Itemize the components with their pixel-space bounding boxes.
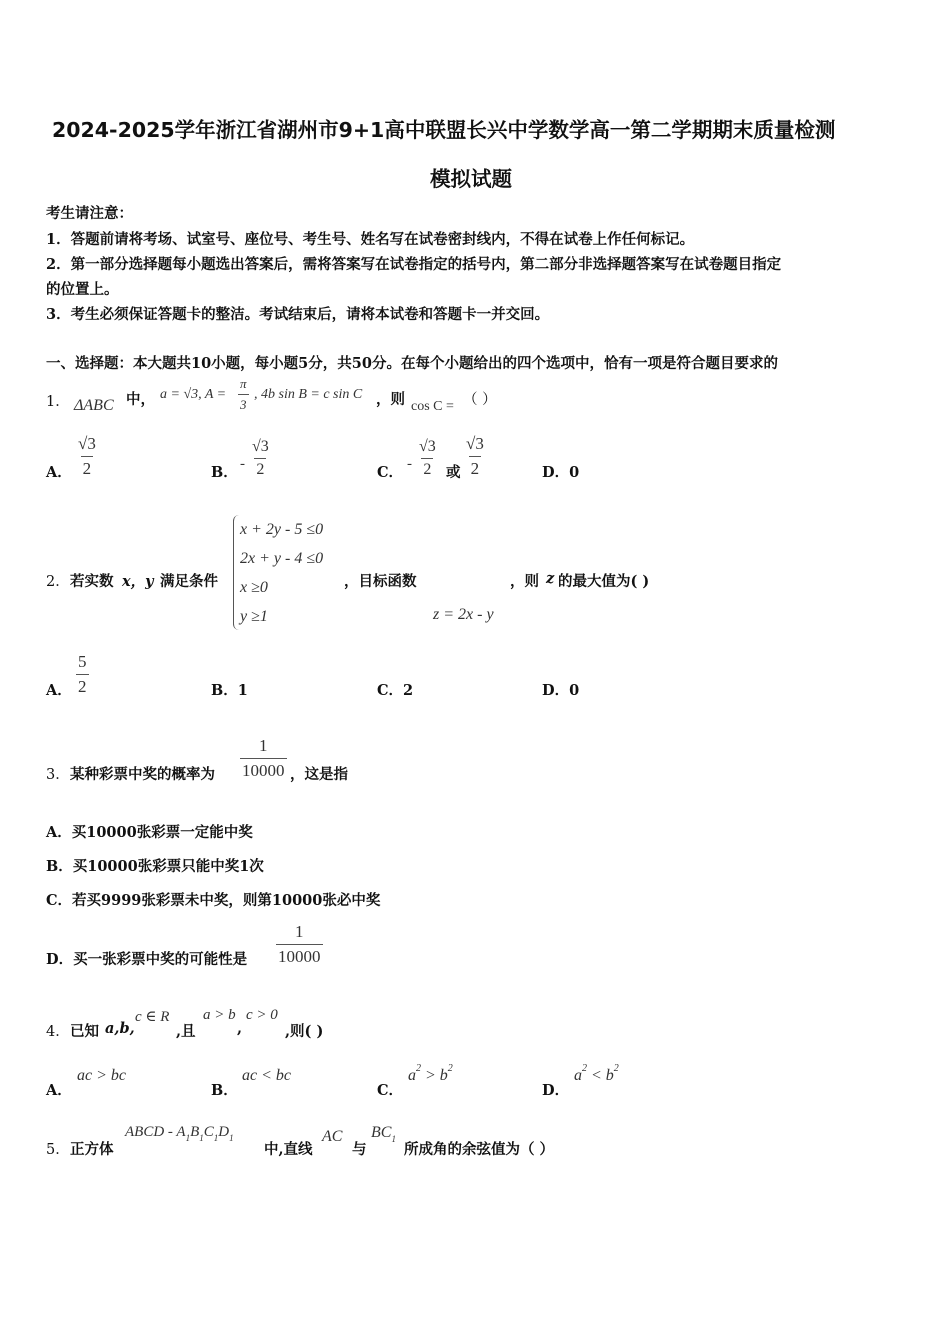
q2-vars: x，y xyxy=(122,573,154,590)
q3-option-c: C．若买9999张彩票未中奖，则第10000张必中奖 xyxy=(46,892,381,909)
q1-option-b-label: B． xyxy=(211,464,238,481)
q2-constraint-2: 2x + y - 4 ≤0 xyxy=(240,550,324,567)
q3-option-d-den: 10000 xyxy=(276,944,323,967)
q3-option-a: A．买10000张彩票一定能中奖 xyxy=(46,824,253,841)
q3-number: 3． xyxy=(46,767,70,783)
notice-item-1: 1．答题前请将考场、试室号、座位号、考生号、姓名写在试卷密封线内，不得在试卷上作任何标记。 xyxy=(46,231,695,248)
q2-text-2: 满足条件 xyxy=(160,573,218,590)
q1-option-c-den-2: 2 xyxy=(469,456,482,479)
q5-line-bc: BC xyxy=(371,1124,392,1141)
q3-option-d-num: 1 xyxy=(295,922,304,941)
q1-option-c-den-1: 2 xyxy=(421,458,433,479)
q3-option-d-fraction xyxy=(276,922,323,967)
q1-option-a-value xyxy=(76,434,98,479)
q5-cube: ABCD - $A_1B_1C_1D_1$ xyxy=(125,1124,234,1143)
q4-option-b: ac < bc xyxy=(242,1067,291,1084)
q1-option-a-label: A． xyxy=(46,464,72,481)
q4-option-d: $a^2 < b^2$ xyxy=(574,1063,619,1084)
page-title-line1: 2024-2025学年浙江省湖州市9+1高中联盟长兴中学数学高一第二学期期末质量检测 xyxy=(52,118,836,142)
q5-line-bc1: $BC_1$ xyxy=(371,1124,396,1144)
q1-then: ，则 xyxy=(376,391,405,408)
q4-vars: a,b, xyxy=(105,1020,135,1037)
q4-a-gt-b: a > b xyxy=(203,1007,236,1023)
q1-option-b-sign: - xyxy=(240,456,245,472)
q1-option-b-value xyxy=(250,438,271,479)
q4-option-d-label: D． xyxy=(542,1082,570,1099)
q2-text-5: 的最大值为( ) xyxy=(558,573,650,590)
q5-cube-base: ABCD - A xyxy=(125,1124,186,1140)
q5-text-3: 与 xyxy=(352,1141,367,1158)
q2-text-1: 若实数 xyxy=(70,573,114,590)
q3-text-2: ，这是指 xyxy=(290,766,348,783)
q2-option-a-value xyxy=(76,652,89,697)
q4-option-b-label: B． xyxy=(211,1082,238,1099)
q1-option-c-num-1: √3 xyxy=(419,438,436,455)
q5-line-ac: AC xyxy=(322,1128,343,1145)
q4-number: 4． xyxy=(46,1024,70,1040)
q3-text: 某种彩票中奖的概率为 xyxy=(70,766,215,783)
q1-blank: （ ） xyxy=(463,392,497,408)
q3-option-d: D．买一张彩票中奖的可能性是 xyxy=(46,951,248,968)
q1-condition-fraction xyxy=(238,376,249,413)
q4-text-1: 已知 xyxy=(70,1023,99,1040)
q1-option-c-num-2: √3 xyxy=(466,434,484,453)
q4-text-2: ,且 xyxy=(176,1023,196,1040)
notice-heading: 考生请注意： xyxy=(46,205,133,222)
q1-number: 1． xyxy=(46,394,70,410)
q2-constraint-1: x + 2y - 5 ≤0 xyxy=(240,521,324,538)
q2-zvar: z xyxy=(546,570,555,587)
notice-item-2a: 2．第一部分选择题每小题选出答案后，需将答案写在试卷指定的括号内，第二部分非选择题答案写在试卷题目指定 xyxy=(46,256,782,273)
q2-text-3: ，目标函数 xyxy=(344,573,417,590)
q1-mid-text: 中， xyxy=(126,391,155,408)
q1-condition-a: a = √3, A = xyxy=(160,387,227,402)
q1-option-c-sign: - xyxy=(407,456,412,472)
q4-option-a: ac > bc xyxy=(77,1067,126,1084)
q2-objective: z = 2x - y xyxy=(433,606,494,623)
q5-number: 5． xyxy=(46,1142,70,1158)
q4-c-in-r: c ∈ R xyxy=(135,1009,170,1025)
q3-probability xyxy=(240,736,287,781)
q3-prob-num: 1 xyxy=(259,736,268,755)
q5-text-2: 中,直线 xyxy=(264,1141,313,1158)
q1-option-c-value-2 xyxy=(464,434,486,479)
q2-option-b: B．1 xyxy=(211,682,248,699)
q4-option-c: $a^2 > b^2$ xyxy=(408,1063,453,1084)
q1-frac-num: π xyxy=(240,376,247,391)
q5-text-4: 所成角的余弦值为（ ） xyxy=(404,1141,555,1158)
q1-option-c-label: C． xyxy=(377,464,404,481)
q4-option-a-label: A． xyxy=(46,1082,72,1099)
q1-option-a-num: √3 xyxy=(78,434,96,453)
q4-option-c-label: C． xyxy=(377,1082,404,1099)
q3-option-b: B．买10000张彩票只能中奖1次 xyxy=(46,858,264,875)
q2-constraint-4: y ≥1 xyxy=(240,608,268,625)
q1-frac-den: 3 xyxy=(238,394,249,413)
q2-option-a-den: 2 xyxy=(76,674,89,697)
q2-option-a-label: A． xyxy=(46,682,72,699)
q1-condition-b: , 4b sin B = c sin C xyxy=(254,387,363,402)
q4-c-gt-0: c > 0 xyxy=(246,1007,278,1023)
q4-text-3: ,则( ) xyxy=(285,1023,324,1040)
q2-constraint-3: x ≥0 xyxy=(240,579,268,596)
q2-number: 2． xyxy=(46,574,70,590)
q2-option-c: C．2 xyxy=(377,682,414,699)
q1-option-a-den: 2 xyxy=(81,456,94,479)
q2-option-a-num: 5 xyxy=(78,652,87,671)
notice-item-2b: 的位置上。 xyxy=(46,281,119,298)
section-heading: 一、选择题：本大题共10小题，每小题5分，共50分。在每个小题给出的四个选项中，恰有一项是符合题目要求的 xyxy=(46,355,778,372)
q1-option-b-den: 2 xyxy=(254,458,266,479)
q3-prob-den: 10000 xyxy=(240,758,287,781)
q2-option-d: D．0 xyxy=(542,682,580,699)
q2-constraint-system xyxy=(233,515,323,630)
q5-text-1: 正方体 xyxy=(70,1141,114,1158)
q1-option-c-value-1 xyxy=(417,438,438,479)
q1-expression: cos C = xyxy=(411,399,454,414)
page-title-line2: 模拟试题 xyxy=(430,167,512,191)
q1-option-d: D．0 xyxy=(542,464,580,481)
notice-item-3: 3．考生必须保证答题卡的整洁。考试结束后，请将本试卷和答题卡一并交回。 xyxy=(46,306,550,323)
q2-text-4: ，则 xyxy=(510,573,539,590)
q4-comma: , xyxy=(237,1020,243,1037)
q1-option-b-num: √3 xyxy=(252,438,269,455)
q1-option-c-or: 或 xyxy=(446,464,461,481)
q1-triangle: ΔABC xyxy=(74,397,114,414)
